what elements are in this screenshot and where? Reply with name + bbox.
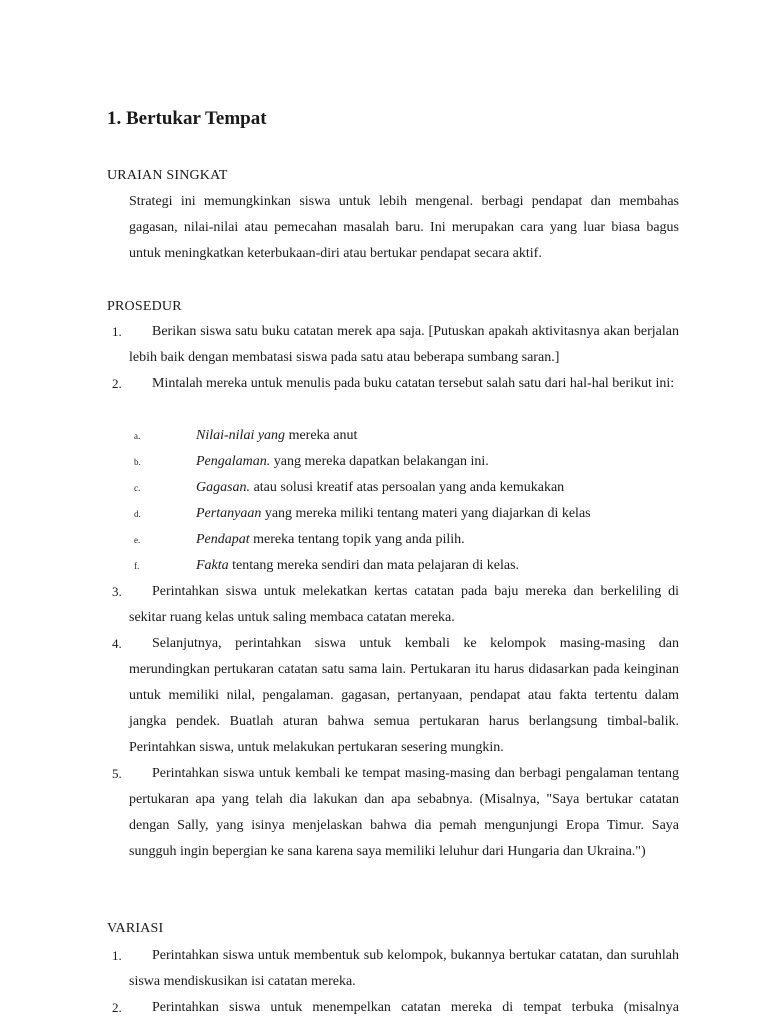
subitem-d xyxy=(134,501,694,527)
subitem-letter: d. xyxy=(134,509,141,519)
subitem-c xyxy=(134,475,694,501)
subitem-letter: f. xyxy=(134,561,140,571)
subitem-b xyxy=(134,449,694,475)
subitem-rest: mereka tentang topik yang anda pilih. xyxy=(249,532,465,547)
subitem-italic: Gagasan. xyxy=(196,480,251,495)
subitem-f xyxy=(134,553,694,579)
prosedur-step-1 xyxy=(107,319,679,371)
step-text: Perintahkan siswa untuk membentuk sub kelompok, bukannya bertukar catatan, dan suruhlah siswa mendiskusikan isi catatan mereka. xyxy=(129,948,679,989)
subitem-letter: a. xyxy=(134,431,141,441)
prosedur-step-4 xyxy=(107,631,679,761)
page-title: 1. Bertukar Tempat xyxy=(107,108,267,129)
step-text: Selanjutnya, perintahkan siswa untuk kembali ke kelompok masing-masing dan merundingkan pertukaran catatan satu sama lain. Pertukaran itu harus didasarkan pada keinginan untuk memiliki nilal, pengalaman. gagasan, pertanyaan, pendapat atau fakta tertentu dalam jangka pendek. Buatlah aturan bahwa semua pertukaran harus berlangsung timbal-balik. Perintahkan siswa, untuk melakukan pertukaran sesering mungkin. xyxy=(129,636,679,755)
subitem-italic: Nilai-nilai yang xyxy=(196,428,286,443)
step-number: 2. xyxy=(112,376,122,391)
subitem-italic: Fakta xyxy=(196,558,229,573)
subitem-italic: Pengalaman. xyxy=(196,454,271,469)
subitem-letter: c. xyxy=(134,483,141,493)
subitem-text xyxy=(196,553,519,579)
subitem-text xyxy=(196,449,489,475)
section-heading-prosedur: PROSEDUR xyxy=(107,299,182,314)
subitem-letter: e. xyxy=(134,535,141,545)
step-number: 4. xyxy=(112,636,122,651)
subitem-letter: b. xyxy=(134,457,141,467)
step-text: Perintahkan siswa untuk melekatkan kertas catatan pada baju mereka dan berkeliling di sekitar ruang kelas untuk saling membaca catatan mereka. xyxy=(129,584,679,625)
step-text: Perintahkan siswa untuk menempelkan catatan mereka di tempat terbuka (misalnya xyxy=(152,1000,679,1015)
subitem-rest: mereka anut xyxy=(285,428,358,443)
variasi-step-1 xyxy=(107,943,679,995)
subitem-e xyxy=(134,527,694,553)
subitem-rest: yang mereka dapatkan belakangan ini. xyxy=(270,454,489,469)
step-number: 1. xyxy=(112,948,122,963)
step-text: Berikan siswa satu buku catatan merek apa saja. [Putuskan apakah aktivitasnya akan berjalan lebih baik dengan membatasi siswa pada satu atau beberapa sumbang saran.] xyxy=(129,324,679,365)
subitem-italic: Pendapat xyxy=(196,532,250,547)
section-heading-variasi: VARIASI xyxy=(107,921,164,936)
prosedur-step-5 xyxy=(107,761,679,865)
subitem-italic: Pertanyaan xyxy=(196,506,262,521)
step-number: 5. xyxy=(112,766,122,781)
subitem-a xyxy=(134,423,694,449)
step-number: 2. xyxy=(112,1000,122,1015)
subitem-rest: atau solusi kreatif atas persoalan yang anda kemukakan xyxy=(250,480,565,495)
subitem-rest: tentang mereka sendiri dan mata pelajaran di kelas. xyxy=(228,558,520,573)
prosedur-step-3 xyxy=(107,579,679,631)
prosedur-step-2 xyxy=(107,371,679,397)
variasi-step-2 xyxy=(107,995,679,1021)
subitem-text xyxy=(196,475,564,501)
step-text: Perintahkan siswa untuk kembali ke tempat masing-masing dan berbagi pengalaman tentang pertukaran apa yang telah dia lakukan dan apa sebabnya. (Misalnya, "Saya bertukar catatan dengan Sally, yang isinya menjelaskan bahwa dia pemah mengunjungi Eropa Timur. Saya sungguh ingin bepergian ke sana karena saya memiliki leluhur dari Hungaria dan Ukraina.") xyxy=(129,766,679,859)
step-text: Mintalah mereka untuk menulis pada buku catatan tersebut salah satu dari hal-hal berikut ini: xyxy=(152,376,675,391)
subitem-text xyxy=(196,527,465,553)
uraian-paragraph: Strategi ini memungkinkan siswa untuk lebih mengenal. berbagi pendapat dan membahas gagasan, nilai-nilai atau pemecahan masalah baru. Ini merupakan cara yang luar biasa bagus untuk meningkatkan keterbukaan-diri atau bertukar pendapat secara aktif. xyxy=(129,194,679,261)
subitem-rest: yang mereka miliki tentang materi yang diajarkan di kelas xyxy=(261,506,591,521)
step-number: 1. xyxy=(112,324,122,339)
subitem-text xyxy=(196,501,591,527)
subitem-text xyxy=(196,423,357,449)
step-number: 3. xyxy=(112,584,122,599)
section-heading-uraian: URAIAN SINGKAT xyxy=(107,168,228,183)
